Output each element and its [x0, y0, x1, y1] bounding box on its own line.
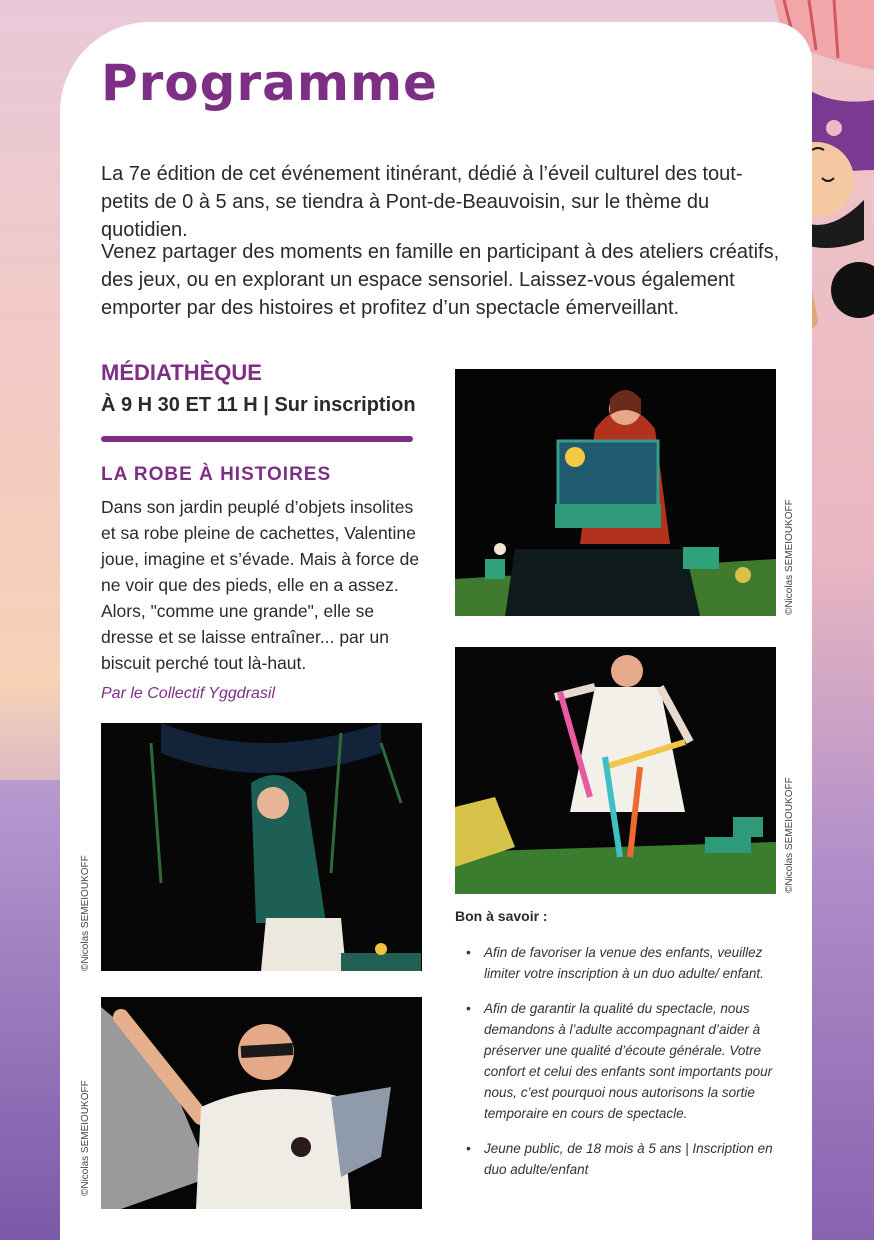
show-description: Dans son jardin peuplé d’objets insolites et sa robe pleine de cachettes, Valentine joue, imagine et s’évade. Mais à force de ne voir que des pieds, elle en a assez. Alors, "comme une grande", elle se dresse et se laisse entraîner... par un biscuit perché tout là-haut. — [101, 497, 420, 673]
bullet: • — [466, 945, 471, 960]
venue-heading: MÉDIATHÈQUE — [101, 360, 262, 385]
bullet: • — [466, 1001, 471, 1016]
background-left-stripe — [0, 780, 60, 1240]
list-item: • Afin de favoriser la venue des enfants, veuillez limiter votre inscription à un duo adulte/ enfant. — [466, 942, 786, 984]
section-divider — [101, 436, 413, 442]
intro-paragraph-2: Venez partager des moments en famille en participant à des ateliers créatifs, des jeux, ou en explorant un espace sensoriel. Laissez-vous également emporter par des histoires et profitez d’un spectacle émerveillant. — [101, 241, 780, 319]
notes-heading: Bon à savoir : — [455, 908, 548, 924]
list-item: • Afin de garantir la qualité du spectacle, nous demandons à l’adulte accompagnant d’aider à préserver une qualité d’écoute générale. Votre confort et celui des enfants sont importants pour nous, c’est pourquoi nous autorisons la sortie temporaire en cours de spectacle. — [466, 998, 786, 1124]
photo-credit-1: ©Nicolas SEMEIOUKOFF — [784, 499, 795, 615]
intro-paragraph-1: La 7e édition de cet événement itinérant, dédié à l’éveil culturel des tout-petits de 0 à 5 ans, se tiendra à Pont-de-Beauvoisin, sur le thème du quotidien. — [101, 163, 743, 241]
photo-green-hood — [101, 723, 422, 971]
bullet: • — [466, 1141, 471, 1156]
list-item: • Jeune public, de 18 mois à 5 ans | Inscription en duo adulte/enfant — [466, 1138, 786, 1180]
show-title: LA ROBE À HISTOIRES — [101, 464, 332, 485]
photo-credit-3: ©Nicolas SEMEIOUKOFF — [80, 855, 91, 971]
session-times: À 9 H 30 ET 11 H | Sur inscription — [101, 394, 416, 416]
company-credit: Par le Collectif Yggdrasil — [101, 685, 276, 702]
page-title: Programme — [101, 54, 438, 112]
photo-credit-4: ©Nicolas SEMEIOUKOFF — [80, 1080, 91, 1196]
photo-ribbon-dress — [455, 647, 776, 894]
photo-credit-2: ©Nicolas SEMEIOUKOFF — [784, 777, 795, 893]
notes-list — [466, 942, 786, 1194]
photo-goggles-cape — [101, 997, 422, 1209]
photo-suitcase-scene — [455, 369, 776, 616]
